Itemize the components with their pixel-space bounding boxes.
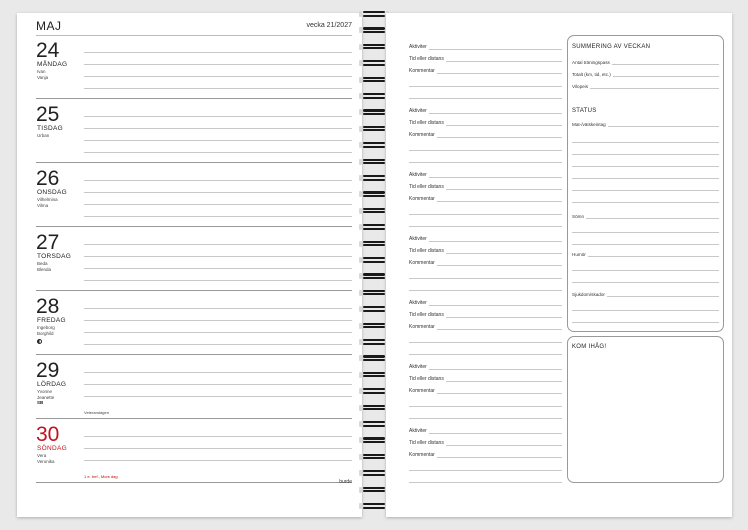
comment-field[interactable] — [409, 64, 562, 76]
spiral-coil — [362, 289, 386, 297]
write-line[interactable] — [409, 354, 562, 355]
week-number: vecka 21/2027 — [306, 22, 352, 29]
right-page — [386, 13, 732, 517]
write-line[interactable] — [84, 116, 352, 117]
activities-field[interactable] — [409, 232, 562, 244]
write-line[interactable] — [409, 470, 562, 471]
write-line[interactable] — [84, 396, 352, 397]
day-block — [36, 168, 352, 231]
status-field-label: Sömn — [572, 214, 585, 219]
write-line[interactable] — [409, 342, 562, 343]
write-line[interactable] — [572, 202, 719, 203]
day-block — [36, 296, 352, 359]
name-day: Vilhelmina — [37, 197, 58, 202]
spiral-coil — [362, 256, 386, 264]
name-day: Yvonne — [37, 389, 53, 394]
spiral-coil — [362, 92, 386, 100]
day-number: 26 — [36, 167, 60, 190]
write-line[interactable] — [84, 460, 352, 461]
summary-field-label: Antal träningspass — [572, 60, 610, 65]
status-title: STATUS — [572, 108, 597, 114]
write-line[interactable] — [409, 86, 562, 87]
spiral-coil — [362, 436, 386, 444]
status-field-sleep[interactable] — [572, 210, 719, 220]
spiral-coil — [362, 26, 386, 34]
write-line[interactable] — [572, 232, 719, 233]
write-line[interactable] — [572, 244, 719, 245]
spiral-coil — [362, 174, 386, 182]
write-line[interactable] — [84, 192, 352, 193]
spiral-binding — [362, 8, 386, 520]
day-divider — [36, 418, 352, 419]
spiral-coil — [362, 371, 386, 379]
write-line[interactable] — [572, 270, 719, 271]
time-distance-field[interactable] — [409, 52, 562, 64]
write-line[interactable] — [409, 406, 562, 407]
training-field-label: Aktiviter — [409, 172, 427, 178]
name-day: Ivan — [37, 69, 46, 74]
spiral-coil — [362, 223, 386, 231]
write-line[interactable] — [409, 150, 562, 151]
name-day: Urban — [37, 133, 50, 138]
spiral-coil — [362, 125, 386, 133]
time-distance-field[interactable] — [409, 244, 562, 256]
training-field-label: Tid eller distans — [409, 248, 444, 254]
write-line[interactable] — [84, 128, 352, 129]
day-number: 29 — [36, 359, 60, 382]
day-number: 27 — [36, 231, 60, 254]
name-day: Veronika — [37, 459, 55, 464]
training-block — [409, 232, 562, 295]
write-line[interactable] — [84, 436, 352, 437]
status-field-label: Humör — [572, 252, 586, 257]
summary-field-label: Vilopeis — [572, 84, 589, 89]
day-block — [36, 424, 352, 487]
time-distance-field[interactable] — [409, 372, 562, 384]
write-line[interactable] — [84, 308, 352, 309]
training-field-label: Aktiviter — [409, 428, 427, 434]
write-line[interactable] — [409, 290, 562, 291]
training-block — [409, 168, 562, 231]
spiral-coil — [362, 43, 386, 51]
write-line[interactable] — [84, 64, 352, 65]
activities-field[interactable] — [409, 40, 562, 52]
training-field-label: Tid eller distans — [409, 56, 444, 62]
spiral-coil — [362, 338, 386, 346]
name-days — [37, 261, 51, 273]
day-divider — [36, 226, 352, 227]
day-divider — [36, 290, 352, 291]
training-field-label: Aktiviter — [409, 44, 427, 50]
day-number: 30 — [36, 423, 60, 446]
comment-field[interactable] — [409, 128, 562, 140]
training-field-label: Kommentar — [409, 388, 435, 394]
remember-title: KOM IHÅG! — [572, 344, 607, 350]
write-line[interactable] — [84, 320, 352, 321]
write-line[interactable] — [84, 76, 352, 77]
spiral-coil — [362, 141, 386, 149]
spiral-coil — [362, 469, 386, 477]
training-field-label: Tid eller distans — [409, 184, 444, 190]
month-title: MAJ — [36, 19, 62, 33]
training-field-label: Aktiviter — [409, 300, 427, 306]
day-block — [36, 40, 352, 103]
write-line[interactable] — [84, 384, 352, 385]
write-line[interactable] — [84, 216, 352, 217]
name-days — [37, 133, 49, 139]
time-distance-field[interactable] — [409, 180, 562, 192]
write-line[interactable] — [84, 268, 352, 269]
write-line[interactable] — [84, 448, 352, 449]
write-line[interactable] — [409, 98, 562, 99]
day-block — [36, 232, 352, 295]
write-line[interactable] — [572, 190, 719, 191]
day-block — [36, 360, 352, 423]
spiral-coil — [362, 240, 386, 248]
time-distance-field[interactable] — [409, 116, 562, 128]
comment-field[interactable] — [409, 256, 562, 268]
status-field-label: Mat-/vätskeintag — [572, 122, 606, 127]
flag-mark: SB — [37, 400, 44, 405]
weekday-name: FREDAG — [37, 317, 66, 324]
spiral-coil — [362, 387, 386, 395]
training-field-label: Kommentar — [409, 324, 435, 330]
name-day: Ingeborg — [37, 325, 55, 330]
weekday-name: ONSDAG — [37, 189, 67, 196]
training-block — [409, 104, 562, 167]
write-line[interactable] — [572, 166, 719, 167]
spiral-coil — [362, 404, 386, 412]
weekday-name: TISDAG — [37, 125, 63, 132]
weekday-name: TORSDAG — [37, 253, 72, 260]
training-field-label: Kommentar — [409, 68, 435, 74]
day-divider — [36, 354, 352, 355]
name-day: Blenda — [37, 267, 52, 272]
day-number: 24 — [36, 39, 60, 62]
training-field-label: Kommentar — [409, 452, 435, 458]
write-line[interactable] — [84, 344, 352, 345]
training-field-label: Tid eller distans — [409, 312, 444, 318]
training-block — [409, 296, 562, 359]
holiday-note: Veterandagen — [84, 410, 109, 415]
name-day: Jeanette — [37, 395, 55, 400]
summary-field-label: Totalt (km, tid, etc.) — [572, 72, 611, 77]
left-page — [17, 13, 362, 517]
spiral-coil — [362, 305, 386, 313]
training-field-label: Tid eller distans — [409, 120, 444, 126]
write-line[interactable] — [409, 482, 562, 483]
comment-field[interactable] — [409, 448, 562, 460]
write-line[interactable] — [409, 162, 562, 163]
write-line[interactable] — [84, 372, 352, 373]
write-line[interactable] — [84, 332, 352, 333]
spiral-coil — [362, 76, 386, 84]
spiral-coil — [362, 272, 386, 280]
summary-title: SUMMERING AV VECKAN — [572, 44, 651, 50]
write-line[interactable] — [409, 226, 562, 227]
weekday-name: SÖNDAG — [37, 445, 67, 452]
write-line[interactable] — [84, 88, 352, 89]
spiral-coil — [362, 108, 386, 116]
spiral-coil — [362, 420, 386, 428]
day-block — [36, 104, 352, 167]
activities-field[interactable] — [409, 360, 562, 372]
write-line[interactable] — [572, 178, 719, 179]
header-divider — [36, 35, 352, 36]
write-line[interactable] — [572, 322, 719, 323]
write-line[interactable] — [572, 142, 719, 143]
training-block — [409, 424, 562, 487]
name-days — [37, 197, 58, 209]
write-line[interactable] — [409, 214, 562, 215]
write-line[interactable] — [572, 310, 719, 311]
spiral-coil — [362, 354, 386, 362]
day-divider — [36, 162, 352, 163]
moon-phase-icon — [37, 339, 42, 344]
write-line[interactable] — [84, 280, 352, 281]
write-line[interactable] — [572, 282, 719, 283]
weekday-name: LÖRDAG — [37, 381, 67, 388]
day-number: 28 — [36, 295, 60, 318]
spiral-coil — [362, 207, 386, 215]
spiral-coil — [362, 190, 386, 198]
time-distance-field[interactable] — [409, 436, 562, 448]
write-line[interactable] — [84, 256, 352, 257]
spiral-coil — [362, 59, 386, 67]
status-field-label: Sjukdom/skador — [572, 292, 605, 297]
spiral-coil — [362, 322, 386, 330]
spiral-coil — [362, 502, 386, 510]
status-field-injury[interactable] — [572, 288, 719, 298]
training-field-label: Aktiviter — [409, 236, 427, 242]
summary-box — [567, 35, 724, 332]
training-field-label: Kommentar — [409, 196, 435, 202]
write-line[interactable] — [84, 140, 352, 141]
activities-field[interactable] — [409, 296, 562, 308]
day-divider — [36, 98, 352, 99]
summary-field-sessions[interactable] — [572, 56, 719, 66]
comment-field[interactable] — [409, 384, 562, 396]
remember-box[interactable] — [567, 336, 724, 483]
name-day: Vera — [37, 453, 47, 458]
training-field-label: Kommentar — [409, 132, 435, 138]
holiday-note: 1 e. tref., Mors dag — [84, 474, 118, 479]
summary-field-rest[interactable] — [572, 80, 719, 90]
status-field-food[interactable] — [572, 118, 719, 128]
brand-logo: burde — [339, 479, 352, 485]
spiral-coil — [362, 158, 386, 166]
day-divider — [36, 482, 352, 483]
name-day: Vilma — [37, 203, 49, 208]
activities-field[interactable] — [409, 424, 562, 436]
name-days — [37, 69, 48, 81]
training-block — [409, 40, 562, 103]
write-line[interactable] — [409, 418, 562, 419]
training-field-label: Tid eller distans — [409, 376, 444, 382]
name-day: Beda — [37, 261, 48, 266]
activities-field[interactable] — [409, 168, 562, 180]
write-line[interactable] — [84, 244, 352, 245]
training-field-label: Aktiviter — [409, 364, 427, 370]
spiral-coil — [362, 486, 386, 494]
name-days — [37, 453, 55, 465]
training-block — [409, 360, 562, 423]
activities-field[interactable] — [409, 104, 562, 116]
status-field-mood[interactable] — [572, 248, 719, 258]
write-line[interactable] — [84, 152, 352, 153]
summary-field-total[interactable] — [572, 68, 719, 78]
write-line[interactable] — [572, 154, 719, 155]
time-distance-field[interactable] — [409, 308, 562, 320]
training-field-label: Aktiviter — [409, 108, 427, 114]
write-line[interactable] — [409, 278, 562, 279]
training-field-label: Kommentar — [409, 260, 435, 266]
weekday-name: MÅNDAG — [37, 61, 68, 68]
comment-field[interactable] — [409, 192, 562, 204]
comment-field[interactable] — [409, 320, 562, 332]
name-day: Borghild — [37, 331, 54, 336]
write-line[interactable] — [84, 52, 352, 53]
write-line[interactable] — [84, 204, 352, 205]
day-number: 25 — [36, 103, 60, 126]
name-day: Vanja — [37, 75, 49, 80]
training-field-label: Tid eller distans — [409, 440, 444, 446]
name-days — [37, 325, 55, 337]
spiral-coil — [362, 10, 386, 18]
write-line[interactable] — [84, 180, 352, 181]
spiral-coil — [362, 453, 386, 461]
